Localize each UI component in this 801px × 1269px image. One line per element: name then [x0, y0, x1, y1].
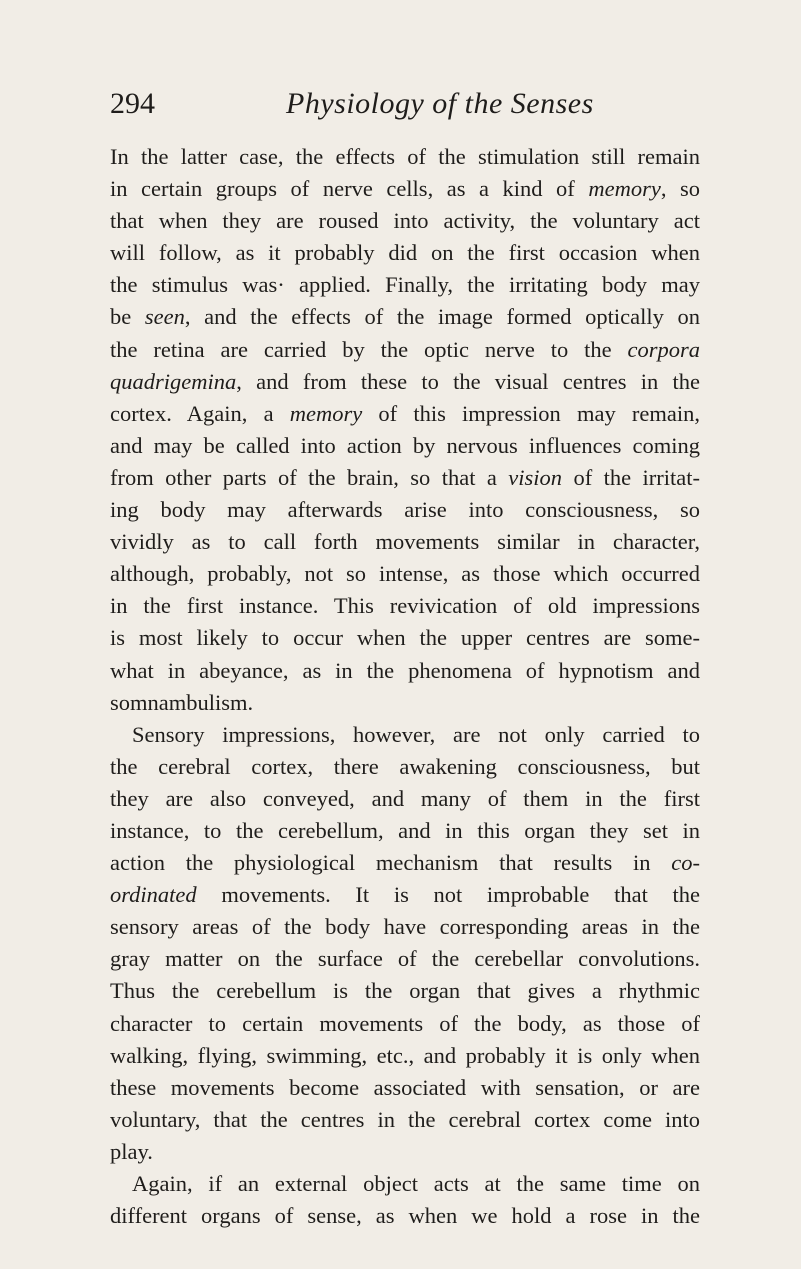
text-line: [110, 943, 700, 975]
text-run: the stimulus was· applied. Finally, the irritating body may: [110, 272, 700, 298]
text-line: [110, 1072, 700, 1104]
text-run: is most likely to occur when the upper centres are some-: [110, 625, 700, 651]
text-run: the cerebral cortex, there awakening consciousness, but: [110, 753, 700, 779]
text-line: [110, 1104, 700, 1136]
text-line: [110, 590, 700, 622]
text-run: of the irritat-: [562, 464, 701, 490]
italic-term: quadrigemina: [110, 368, 237, 394]
text-line: [110, 975, 700, 1007]
text-run: Sensory impressions, however, are not only carried to: [132, 721, 700, 747]
text-run: , and from these to the visual centres in the: [236, 368, 700, 394]
text-line: [110, 815, 700, 847]
text-line: [110, 719, 700, 751]
text-line: [110, 1168, 700, 1200]
text-line: [110, 622, 700, 654]
text-run: ing body may afterwards arise into consciousness, so: [110, 497, 700, 523]
text-run: movements. It is not improbable that the: [196, 882, 700, 908]
text-run: in the first instance. This revivication of old impressions: [110, 593, 700, 619]
text-run: Thus the cerebellum is the organ that gives a rhythmic: [110, 978, 700, 1004]
text-line: [110, 366, 700, 398]
text-line: [110, 879, 700, 911]
page-number: 294: [110, 87, 155, 120]
text-line: [110, 141, 700, 173]
text-line: [110, 783, 700, 815]
text-line: [110, 269, 700, 301]
text-run: what in abeyance, as in the phenomena of hypnotism and: [110, 657, 700, 683]
text-line: [110, 398, 700, 430]
text-run: that when they are roused into activity, the voluntary act: [110, 208, 700, 234]
text-run: somnambulism.: [110, 689, 254, 715]
running-title: Physiology of the Senses: [286, 87, 594, 120]
text-line: [110, 173, 700, 205]
italic-term: co-: [671, 850, 700, 876]
text-line: [110, 1136, 700, 1168]
text-run: these movements become associated with sensation, or are: [110, 1074, 700, 1100]
text-line: [110, 847, 700, 879]
text-run: in certain groups of nerve cells, as a kind of: [110, 176, 589, 202]
text-run: play.: [110, 1138, 153, 1164]
italic-term: memory: [588, 176, 661, 202]
text-line: [110, 1040, 700, 1072]
text-line: [110, 430, 700, 462]
text-run: be: [110, 304, 145, 330]
text-run: In the latter case, the effects of the stimulation still remain: [110, 144, 700, 169]
text-line: [110, 558, 700, 590]
text-run: cortex. Again, a: [110, 400, 290, 426]
italic-term: memory: [289, 400, 363, 426]
text-run: and may be called into action by nervous influences coming: [110, 432, 700, 458]
text-run: the retina are carried by the optic nerve to the: [110, 336, 628, 362]
text-run: , and the effects of the image formed optically on: [184, 304, 700, 330]
text-line: [110, 237, 700, 269]
text-line: [110, 462, 700, 494]
text-line: [110, 1200, 700, 1232]
italic-term: seen: [144, 304, 185, 330]
text-run: , so: [660, 176, 700, 202]
text-line: [110, 526, 700, 558]
text-run: different organs of sense, as when we hold a rose in the: [110, 1203, 700, 1229]
text-line: [110, 1008, 700, 1040]
text-run: sensory areas of the body have corresponding areas in the: [110, 914, 700, 940]
italic-term: vision: [508, 464, 563, 490]
text-run: although, probably, not so intense, as those which occurred: [110, 561, 700, 587]
text-line: [110, 751, 700, 783]
text-run: will follow, as it probably did on the first occasion when: [110, 240, 700, 266]
text-line: [110, 205, 700, 237]
italic-term: ordinated: [110, 882, 197, 908]
text-run: instance, to the cerebellum, and in this organ they set in: [110, 817, 700, 843]
text-line: [110, 301, 700, 333]
text-line: [110, 687, 700, 719]
text-line: [110, 334, 700, 366]
italic-term: corpora: [627, 336, 700, 362]
text-run: walking, flying, swimming, etc., and probably it is only when: [110, 1042, 700, 1068]
text-run: character to certain movements of the body, as those of: [110, 1010, 700, 1036]
text-run: from other parts of the brain, so that a: [110, 464, 509, 490]
text-line: [110, 655, 700, 687]
text-run: vividly as to call forth movements similar in character,: [110, 529, 700, 555]
text-run: they are also conveyed, and many of them in the first: [110, 785, 700, 811]
text-line: [110, 494, 700, 526]
text-run: of this impression may remain,: [362, 400, 701, 426]
text-run: voluntary, that the centres in the cerebral cortex come into: [110, 1106, 700, 1132]
body-text: [110, 141, 700, 1232]
text-run: action the physiological mechanism that results in: [110, 850, 672, 876]
text-line: [110, 911, 700, 943]
text-run: gray matter on the surface of the cerebellar convolutions.: [110, 946, 700, 972]
text-run: Again, if an external object acts at the same time on: [132, 1171, 700, 1196]
